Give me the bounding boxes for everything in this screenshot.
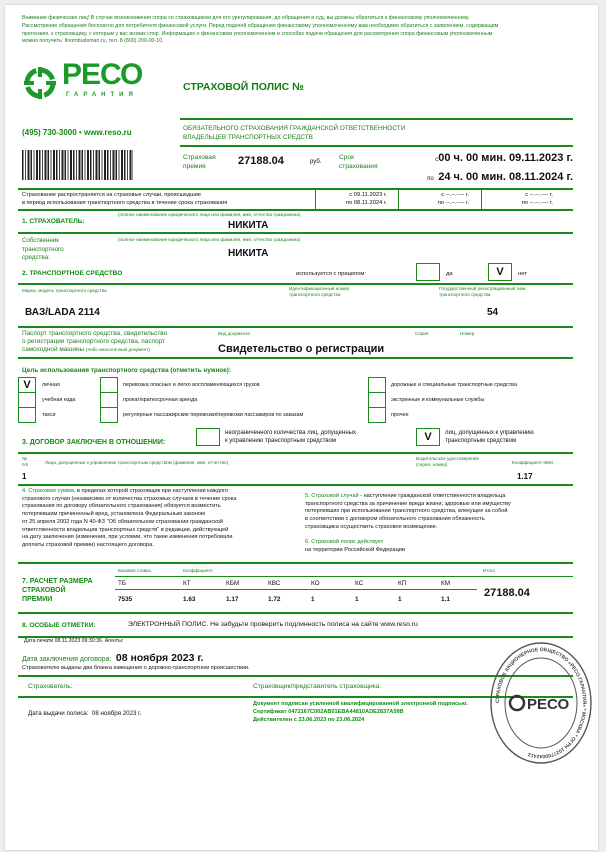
- contract-section-title: 3. ДОГОВОР ЗАКЛЮЧЕН В ОТНОШЕНИИ:: [22, 439, 166, 446]
- term-to-value: 24 ч. 00 мин. 08.11.2024 г.: [438, 171, 573, 183]
- doc-type-caption: Вид документа: [218, 331, 250, 336]
- purpose-checkbox[interactable]: [18, 392, 36, 408]
- divider: [18, 357, 573, 359]
- print-date: Дата печати 08.11.2023 09:30:36. Агенты:: [24, 638, 124, 644]
- coverage-text: [22, 191, 227, 207]
- vin-caption: [289, 286, 349, 298]
- divider: [18, 188, 573, 190]
- term-from: [435, 148, 573, 166]
- purpose-checkbox[interactable]: [100, 377, 118, 393]
- company-stamp: [489, 641, 593, 765]
- purpose-label: прокат/краткосрочная аренда: [123, 397, 198, 403]
- osago-line: ВЛАДЕЛЬЦЕВ ТРАНСПОРТНЫХ СРЕДСТВ: [183, 133, 313, 141]
- line: в пределах которой страховщик при наступлении каждого: [75, 488, 229, 494]
- contacts: (495) 730-3000 • www.reso.ru: [22, 128, 132, 137]
- issue-date-label: Дата выдачи полиса:: [28, 710, 89, 717]
- reso-emblem-icon: [22, 65, 58, 101]
- trailer-label: используется с прицепом:: [296, 271, 367, 277]
- coef-header: КО: [311, 580, 320, 587]
- driver-kbm: 1.17: [517, 472, 533, 481]
- label: премия: [183, 163, 206, 170]
- caption: Идентификационный номер: [289, 286, 350, 291]
- coef-header: КП: [398, 580, 407, 587]
- drivers-license-header: [416, 456, 479, 468]
- document-label: [22, 330, 167, 354]
- term-label: [339, 153, 378, 171]
- coef-header: КМ: [441, 580, 451, 587]
- divider: [18, 562, 573, 564]
- caption: Водительское удостоверение: [416, 456, 480, 461]
- issue-date: [28, 710, 141, 717]
- coef-value: 1: [398, 596, 402, 603]
- prefix: с: [435, 157, 439, 163]
- policy-title: СТРАХОВОЙ ПОЛИС №: [183, 81, 304, 93]
- purpose-title: Цель использования транспортного средства (отметить нужное):: [22, 367, 232, 374]
- label: о регистрации транспортного средства, паспорт: [22, 338, 165, 345]
- purpose-label: дорожные и специальные транспортные средства: [391, 382, 517, 388]
- coef-value: 1: [311, 596, 315, 603]
- section-6-territory: [305, 538, 405, 554]
- date: с --.--.---- г.: [441, 192, 469, 198]
- trailer-yes-label: да: [446, 271, 453, 277]
- coef-header: КТ: [183, 580, 191, 587]
- line: потерпевшим причиненный вред, установлена Федеральным законом: [22, 511, 205, 518]
- label: (либо аналогичный документ):: [85, 347, 152, 352]
- coef-value: 1.17: [226, 596, 239, 603]
- coef-header: КС: [355, 580, 364, 587]
- purpose-label: регулярные пассажирские перевозки/перевозки пассажиров по заказам: [123, 412, 304, 418]
- line: страхования по договору обязательного страхования) обязуется возместить: [22, 503, 221, 510]
- divider: [18, 612, 573, 614]
- section-head: 5. Страховой случай: [305, 493, 359, 499]
- trailer-yes-checkbox[interactable]: [416, 263, 440, 281]
- purpose-label: такси: [42, 412, 56, 418]
- doc-series-caption: Серия: [415, 331, 429, 336]
- premium-value: 27188.04: [238, 155, 284, 167]
- coef-header: ТБ: [118, 580, 127, 587]
- prefix: по: [427, 176, 434, 182]
- notice-line: претензию, к страховщику, с которым у вас возник спор. Информацию о финансовом уполномоченном и способах подачи обращения для рассмотрения спора финансовым уполномоченным: [22, 30, 493, 37]
- notice-line: Рассмотрение обращения бесплатно для потребителя финансовой услуги. Перед подачей обращения финансовому уполномоченному вам необходимо обратиться с заявлением, содержащим: [22, 22, 499, 29]
- doc-number-caption: Номер: [460, 331, 475, 336]
- divider: [180, 118, 573, 120]
- caption: №: [22, 456, 27, 461]
- divider: [315, 189, 316, 209]
- divider: [398, 189, 399, 209]
- date: с 09.11.2023 г.: [349, 192, 387, 198]
- limited-drivers-label: [445, 429, 534, 445]
- line: от 25 апреля 2002 года N 40-ФЗ "Об обязательном страховании гражданской: [22, 518, 224, 525]
- accident-forms-note: Страхователю выданы два бланка извещения о дорожно-транспортном происшествии.: [22, 665, 250, 671]
- term-from-value: 00 ч. 00 мин. 09.11.2023 г.: [438, 152, 573, 164]
- label: самоходной машины: [22, 346, 85, 353]
- divider: [18, 326, 573, 328]
- coverage-period-3: [522, 191, 553, 207]
- section-4-insured-sum: [22, 488, 236, 550]
- purpose-label: личная: [42, 382, 60, 388]
- line: ответственности владельцев транспортных средств" в редакции, действующей: [22, 526, 229, 533]
- purpose-checkbox[interactable]: [100, 407, 118, 423]
- trailer-no-label: нет: [518, 271, 527, 277]
- barcode: [22, 150, 133, 180]
- drivers-no-header: [22, 456, 28, 468]
- purpose-checkbox[interactable]: V: [18, 377, 36, 393]
- coef-value: 1.72: [268, 596, 281, 603]
- label: транспортным средством: [445, 438, 517, 444]
- divider: [18, 452, 573, 454]
- purpose-label: экстренные и коммунальные службы: [391, 397, 485, 403]
- divider: [18, 232, 573, 234]
- purpose-checkbox[interactable]: [368, 392, 386, 408]
- date: по --.--.---- г.: [521, 200, 553, 206]
- owner-label: [22, 237, 64, 263]
- line: страхового случая (независимо от количества страховых случаев в течение срока: [22, 495, 237, 502]
- caption: транспортного средства: [289, 292, 341, 297]
- line: Действителен с 23.06.2023 по 23.06.2024: [253, 717, 365, 723]
- date: по 08.11.2024 г.: [345, 200, 387, 206]
- premium-total: 27188.04: [484, 587, 530, 599]
- divider: [115, 589, 477, 590]
- contract-date: [22, 648, 204, 666]
- caption: Государственный регистрационный знак: [439, 286, 526, 291]
- make-caption: Марка, модель транспортного средства: [22, 288, 107, 293]
- purpose-checkbox[interactable]: [100, 392, 118, 408]
- vehicle-section-title: 2. ТРАНСПОРТНОЕ СРЕДСТВО: [22, 270, 123, 277]
- divider: [18, 283, 573, 285]
- purpose-checkbox[interactable]: [368, 377, 386, 393]
- term-to: [427, 167, 573, 185]
- label: Срок: [339, 154, 354, 161]
- notes-label: 8. ОСОБЫЕ ОТМЕТКИ:: [22, 622, 96, 629]
- label: средства:: [22, 254, 50, 261]
- coef-value: 7535: [118, 596, 133, 603]
- vehicle-plate: 54: [487, 307, 499, 318]
- label: к управлению транспортным средством: [225, 438, 336, 444]
- purpose-checkbox[interactable]: [368, 407, 386, 423]
- line: потерпевших при использовании транспортного средства, влекущее за собой: [305, 508, 508, 515]
- logo-wordmark: РЕСО: [62, 58, 143, 91]
- label: в период использования транспортного средства в течение срока страхования: [22, 200, 228, 206]
- name-caption: (полное наименование юридического лица или фамилия, имя, отчество гражданина): [118, 237, 301, 242]
- divider: [115, 576, 573, 577]
- line: страховщика осуществить страховое возмещение.: [305, 523, 438, 530]
- label: транспортного: [22, 245, 64, 253]
- label: Паспорт транспортного средства, свидетельство: [22, 330, 168, 337]
- insurer-name: НИКИТА: [228, 220, 269, 231]
- coef-value: 1: [355, 596, 359, 603]
- date: с --.--.---- г.: [525, 192, 553, 198]
- line: в соответствии с договором обязательного страхования обязанность: [305, 516, 485, 523]
- notice-line: можно получить: finombudsman.ru, тел. 8 (800) 200-00-10.: [22, 38, 164, 45]
- section-head: 4. Страховая сумма,: [22, 488, 76, 494]
- stamp-ring-text: СТРАХОВОЕ АКЦИОНЕРНОЕ ОБЩЕСТВО «РЕСО-ГАРАНТИЯ» * МОСКВА * ОГРН 1027700042413: [494, 646, 588, 760]
- section-head: 6. Страховой полис действует: [305, 539, 384, 545]
- label: Собственник: [22, 237, 59, 244]
- label: страхования: [339, 163, 378, 170]
- policy-page: [5, 5, 598, 850]
- stamp-center-text: РЕСО: [527, 696, 570, 713]
- vehicle-make: ВАЗ/LADA 2114: [25, 307, 100, 318]
- label: лиц, допущенных к управлению: [445, 430, 534, 436]
- drivers-kbm-header: Коэффициент КБМ: [512, 460, 553, 465]
- caption: транспортного средства: [439, 292, 491, 297]
- contract-date-value: 08 ноября 2023 г.: [115, 652, 204, 664]
- unlimited-drivers-checkbox[interactable]: [196, 428, 220, 446]
- base-rate-caption: Базовая ставка: [118, 568, 151, 573]
- line: Сертификат 0472167C002AB01EBA44810ADE2837A59B: [253, 709, 404, 715]
- coef-header: КВС: [268, 580, 281, 587]
- owner-name: НИКИТА: [228, 248, 269, 259]
- line: - наступление гражданской ответственности владельца: [358, 493, 506, 499]
- electronic-signature-info: [253, 700, 468, 724]
- label: 7. РАСЧЕТ РАЗМЕРА: [22, 578, 93, 585]
- coef-header: КБМ: [226, 580, 240, 587]
- purpose-label: перевозка опасных и легко воспламеняющихся грузов: [123, 382, 260, 388]
- contract-date-label: Дата заключения договора:: [22, 656, 112, 663]
- insurer-signature-label: Страхователь:: [28, 683, 73, 690]
- coverage-period-1: [346, 191, 387, 207]
- divider: [180, 145, 573, 147]
- label: неограниченного количества лиц, допущенных: [225, 430, 356, 436]
- drivers-name-header: Лица, допущенные к управлению транспортным средством (фамилия, имя, отчество): [45, 460, 229, 465]
- line: на территории Российской Федерации: [305, 547, 406, 553]
- insurer-label: 1. СТРАХОВАТЕЛЬ:: [22, 218, 85, 225]
- coef-value: 1.1: [441, 596, 450, 603]
- premium-unit: руб.: [310, 159, 322, 165]
- total-caption: Итого: [483, 568, 496, 573]
- line: доплаты страховой премии) настоящего договора.: [22, 541, 154, 548]
- line: транспортного средства за причинение вреда жизни, здоровью или имуществу: [305, 500, 511, 507]
- unlimited-drivers-label: [225, 429, 356, 445]
- label: ПРЕМИИ: [22, 596, 53, 603]
- coef-value: 1.63: [183, 596, 196, 603]
- line: на дату заключения (изменения, при условии, что такие изменения потребовали: [22, 534, 233, 541]
- coefficient-caption: Коэффициент: [183, 568, 214, 573]
- caption: п/п: [22, 462, 29, 467]
- divider: [481, 189, 482, 209]
- logo-subtitle: ГАРАНТИЯ: [66, 92, 138, 98]
- label: Страховая: [183, 154, 216, 161]
- purpose-label: учебная езда: [42, 397, 76, 403]
- financial-ombudsman-notice: [22, 15, 498, 46]
- divider: [18, 484, 573, 486]
- issue-date-value: 08 ноября 2023 г.: [91, 710, 142, 717]
- purpose-label: прочее: [391, 412, 409, 418]
- notes-text: ЭЛЕКТРОННЫЙ ПОЛИС. Не забудьте проверить подлинность полиса на сайте www.reso.ru: [128, 621, 418, 628]
- osago-line: ОБЯЗАТЕЛЬНОГО СТРАХОВАНИЯ ГРАЖДАНСКОЙ ОТВЕТСТВЕННОСТИ: [183, 125, 406, 132]
- driver-no: 1: [22, 472, 27, 481]
- name-caption: (полное наименование юридического лица или фамилия, имя, отчество гражданина): [118, 212, 301, 217]
- notice-line: Внимание физических лиц! В случае возникновения спора со страховщиком для его урегулирования, до обращения в суд, вы должны обратиться к финансовому уполномоченному.: [22, 15, 470, 21]
- calc-section-title: [22, 577, 93, 604]
- label: Страхование распространяется на страховые случаи, происшедшие: [22, 192, 201, 198]
- coverage-period-2: [438, 191, 469, 207]
- doc-type: Свидетельство о регистрации: [218, 343, 385, 355]
- date: по --.--.---- г.: [437, 200, 469, 206]
- label: СТРАХОВОЙ: [22, 587, 66, 594]
- osago-heading: [183, 125, 405, 142]
- plate-caption: [439, 286, 526, 298]
- caption: (серия, номер): [416, 462, 448, 467]
- trailer-no-checkbox[interactable]: V: [488, 263, 512, 281]
- section-5-insured-event: [305, 493, 511, 532]
- premium-label: [183, 153, 216, 171]
- divider: [18, 209, 573, 211]
- company-signature-label: Страховщик/представитель страховщика:: [253, 683, 382, 690]
- limited-drivers-checkbox[interactable]: V: [416, 428, 440, 446]
- purpose-checkbox[interactable]: [18, 407, 36, 423]
- line: Документ подписан усиленной квалифицированной электронной подписью.: [253, 701, 468, 707]
